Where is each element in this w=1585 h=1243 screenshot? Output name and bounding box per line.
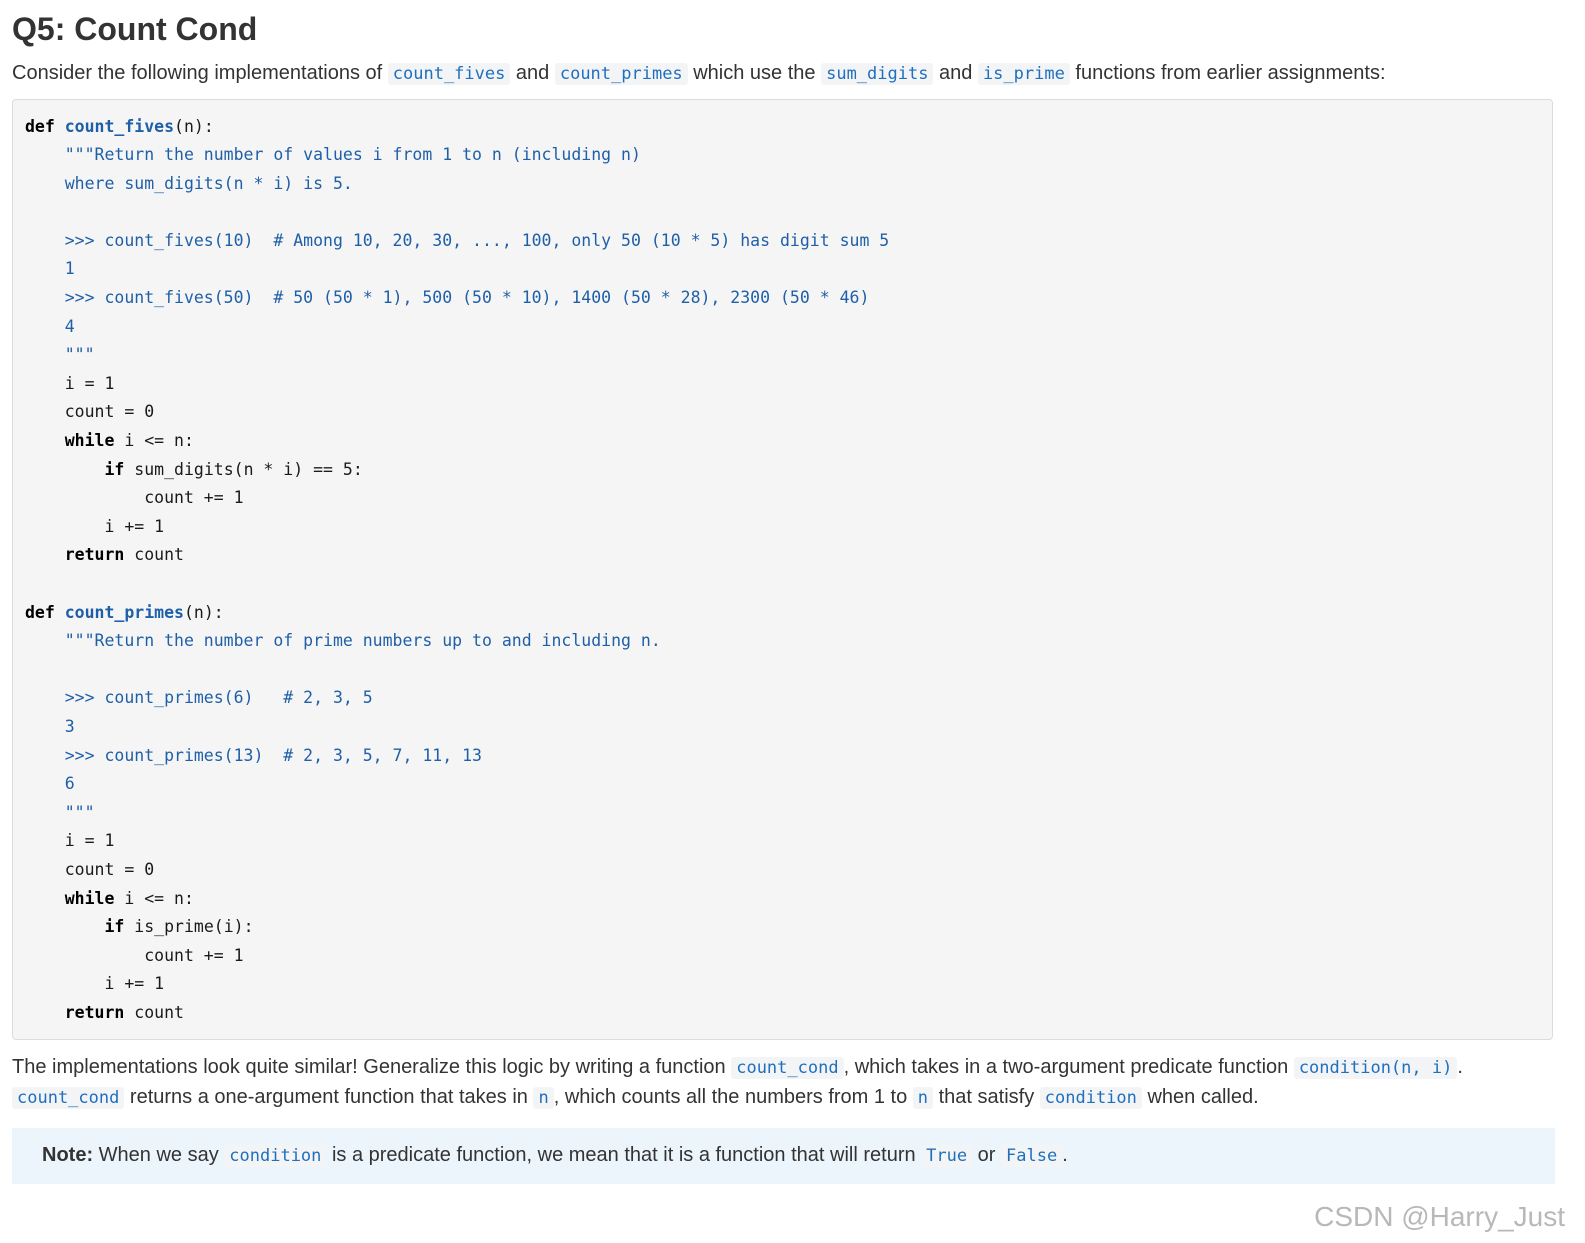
inline-code-count-primes: count_primes — [555, 63, 688, 85]
code-line: i += 1 — [25, 516, 165, 536]
blank-line — [25, 570, 1540, 599]
page-content — [12, 0, 1555, 1184]
inline-code-false: False — [1001, 1145, 1062, 1167]
inline-code-n: n — [533, 1087, 553, 1109]
intro-text-1: Consider the following implementations of — [12, 62, 388, 84]
indent — [25, 889, 65, 908]
code-text: sum_digits(n * i) == 5: — [124, 459, 363, 479]
page-title: Q5: Count Cond — [12, 11, 258, 47]
code-line — [25, 427, 1540, 456]
blank-line — [25, 656, 1540, 685]
inline-code-count-cond: count_cond — [12, 1087, 124, 1109]
watermark: CSDN @Harry_Just — [1314, 1201, 1565, 1232]
docstring-line: """Return the number of values i from 1 to n (including n) — [25, 145, 641, 165]
docstring-line: >>> count_primes(6) # 2, 3, 5 — [25, 688, 373, 708]
docstring-line: 1 — [25, 259, 75, 279]
inline-code-condition: condition — [224, 1145, 326, 1167]
code-line: count += 1 — [25, 488, 244, 508]
intro-text-4: and — [933, 62, 978, 84]
note-text-1: When we say — [93, 1143, 225, 1166]
intro-text-5: functions from earlier assignments: — [1069, 62, 1386, 84]
docstring-line: 4 — [25, 316, 75, 336]
note-text-4: . — [1062, 1143, 1068, 1166]
body-text-5: , which counts all the numbers from 1 to — [553, 1086, 913, 1108]
code-line: count += 1 — [25, 945, 244, 965]
code-line — [25, 599, 1540, 628]
keyword: def — [25, 602, 55, 622]
indent — [25, 1003, 65, 1022]
code-line: i += 1 — [25, 974, 165, 994]
code-text: count — [124, 545, 184, 565]
docstring-line: 6 — [25, 774, 75, 794]
body-text-4: returns a one-argument function that takes in — [124, 1086, 534, 1108]
keyword: return — [64, 1002, 125, 1022]
intro-text-2: and — [510, 62, 555, 84]
inline-code-condition-n-i: condition(n, i) — [1294, 1057, 1458, 1079]
docstring-line: """ — [25, 345, 95, 365]
note-box — [12, 1128, 1555, 1184]
blank-line — [25, 198, 1540, 227]
keyword: return — [64, 545, 125, 565]
keyword: if — [104, 917, 125, 937]
inline-code-count-fives: count_fives — [388, 63, 511, 85]
code-line — [25, 999, 1540, 1028]
inline-code-is-prime: is_prime — [978, 63, 1070, 85]
keyword: def — [25, 116, 55, 136]
code-line: count = 0 — [25, 859, 155, 879]
intro-text-3: which use the — [687, 62, 822, 84]
code-line: i = 1 — [25, 373, 115, 393]
code-text: count — [124, 1002, 184, 1022]
body-text-2: , which takes in a two-argument predicate function — [843, 1055, 1294, 1078]
code-line: i = 1 — [25, 831, 115, 851]
inline-code-n: n — [913, 1087, 933, 1109]
code-text: is_prime(i): — [124, 917, 254, 937]
docstring-line: >>> count_primes(13) # 2, 3, 5, 7, 11, 13 — [25, 745, 482, 765]
body-text-7: when called. — [1141, 1086, 1259, 1108]
code-line — [25, 456, 1540, 485]
body-text-6: that satisfy — [933, 1086, 1040, 1108]
code-line — [25, 913, 1540, 942]
function-name-count-primes: count_primes — [64, 602, 184, 622]
inline-code-true: True — [921, 1145, 972, 1167]
inline-code-sum-digits: sum_digits — [821, 63, 933, 85]
inline-code-count-cond: count_cond — [731, 1057, 843, 1079]
docstring-line: """ — [25, 802, 95, 822]
docstring-line: """Return the number of prime numbers up to and including n. — [25, 631, 661, 651]
code-line: count = 0 — [25, 402, 155, 422]
keyword: while — [64, 888, 115, 908]
body-text-3: . — [1457, 1055, 1463, 1078]
code-line — [25, 885, 1540, 914]
function-name-count-fives: count_fives — [64, 116, 175, 136]
keyword: if — [104, 459, 125, 479]
indent — [25, 431, 65, 450]
indent — [25, 917, 104, 936]
code-line — [25, 541, 1540, 570]
note-text-2: is a predicate function, we mean that it is a function that will return — [326, 1143, 922, 1166]
note-text-3: or — [972, 1143, 1002, 1166]
indent — [25, 545, 65, 564]
code-text: i <= n: — [114, 888, 194, 908]
indent — [25, 460, 104, 479]
docstring-line: >>> count_fives(50) # 50 (50 * 1), 500 (50 * 10), 1400 (50 * 28), 2300 (50 * 46) — [25, 288, 870, 308]
code-text: (n): — [174, 116, 214, 136]
intro-paragraph — [12, 59, 1555, 90]
docstring-line: >>> count_fives(10) # Among 10, 20, 30, ..., 100, only 50 (10 * 5) has digit sum 5 — [25, 230, 890, 250]
code-block[interactable] — [12, 99, 1553, 1040]
description-paragraph — [12, 1053, 1555, 1114]
code-text: (n): — [183, 602, 224, 622]
code-text: i <= n: — [114, 431, 194, 451]
inline-code-condition: condition — [1040, 1087, 1142, 1109]
docstring-line: 3 — [25, 716, 75, 736]
keyword: while — [64, 431, 115, 451]
note-label: Note: — [42, 1143, 94, 1166]
body-text-1: The implementations look quite similar! Generalize this logic by writing a function — [12, 1055, 732, 1078]
code-line — [25, 113, 1540, 142]
docstring-line: where sum_digits(n * i) is 5. — [25, 173, 353, 193]
